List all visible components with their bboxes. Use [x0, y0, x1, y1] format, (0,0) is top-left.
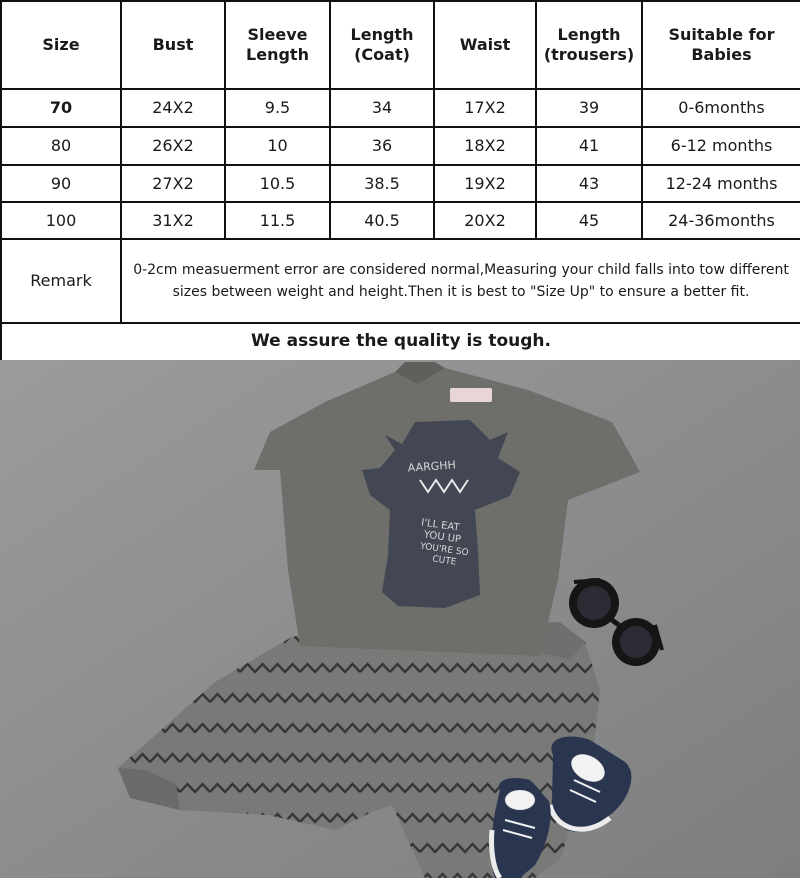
table-row: [1, 89, 800, 127]
cell-suitable-age: 6-12 months: [642, 127, 800, 165]
header-sleeve-length: Sleeve Length: [225, 1, 330, 89]
print-line-4: YOU'RE SO: [419, 541, 470, 559]
remark-text: 0-2cm measuerment error are considered normal,Measuring your child falls into tow different sizes between weight and height.Then it is best to "Size Up" to ensure a better fit.: [121, 239, 800, 323]
cell-size: 100: [1, 202, 121, 239]
cell-bust: 24X2: [121, 89, 225, 127]
cell-size: 80: [1, 127, 121, 165]
cell-length-trousers: 45: [536, 202, 642, 239]
table-header-row: [1, 1, 800, 89]
remark-label: Remark: [1, 239, 121, 323]
header-waist: Waist: [434, 1, 536, 89]
cell-length-coat: 34: [330, 89, 434, 127]
header-bust: Bust: [121, 1, 225, 89]
quality-note: We assure the quality is tough.: [1, 323, 800, 361]
cell-length-coat: 40.5: [330, 202, 434, 239]
cell-length-coat: 36: [330, 127, 434, 165]
cell-waist: 20X2: [434, 202, 536, 239]
header-size: Size: [1, 1, 121, 89]
size-chart-table: [0, 0, 800, 362]
cell-sleeve-length: 9.5: [225, 89, 330, 127]
cell-waist: 17X2: [434, 89, 536, 127]
table-row: [1, 165, 800, 202]
cell-bust: 27X2: [121, 165, 225, 202]
cell-waist: 19X2: [434, 165, 536, 202]
table-row: [1, 202, 800, 239]
cell-sleeve-length: 10: [225, 127, 330, 165]
header-suitable-for-babies: Suitable for Babies: [642, 1, 800, 89]
print-line-1: AARGHH: [407, 458, 457, 475]
header-length-trousers: Length (trousers): [536, 1, 642, 89]
cell-length-trousers: 43: [536, 165, 642, 202]
cell-size: 90: [1, 165, 121, 202]
table-row: [1, 127, 800, 165]
cell-bust: 26X2: [121, 127, 225, 165]
cell-waist: 18X2: [434, 127, 536, 165]
remark-row: [1, 239, 800, 323]
print-line-3: YOU UP: [423, 529, 462, 546]
print-line-2: I'LL EAT: [420, 517, 461, 534]
shirt-tag: [450, 388, 492, 402]
cell-length-coat: 38.5: [330, 165, 434, 202]
cell-sleeve-length: 11.5: [225, 202, 330, 239]
cell-length-trousers: 41: [536, 127, 642, 165]
print-line-5: CUTE: [431, 554, 457, 568]
footer-row: [1, 323, 800, 361]
product-photo-illustration: [0, 360, 800, 878]
product-photo: [0, 360, 800, 878]
cell-size: 70: [1, 89, 121, 127]
cell-length-trousers: 39: [536, 89, 642, 127]
header-length-coat: Length (Coat): [330, 1, 434, 89]
cell-suitable-age: 12-24 months: [642, 165, 800, 202]
cell-suitable-age: 0-6months: [642, 89, 800, 127]
cell-sleeve-length: 10.5: [225, 165, 330, 202]
cell-bust: 31X2: [121, 202, 225, 239]
cell-suitable-age: 24-36months: [642, 202, 800, 239]
